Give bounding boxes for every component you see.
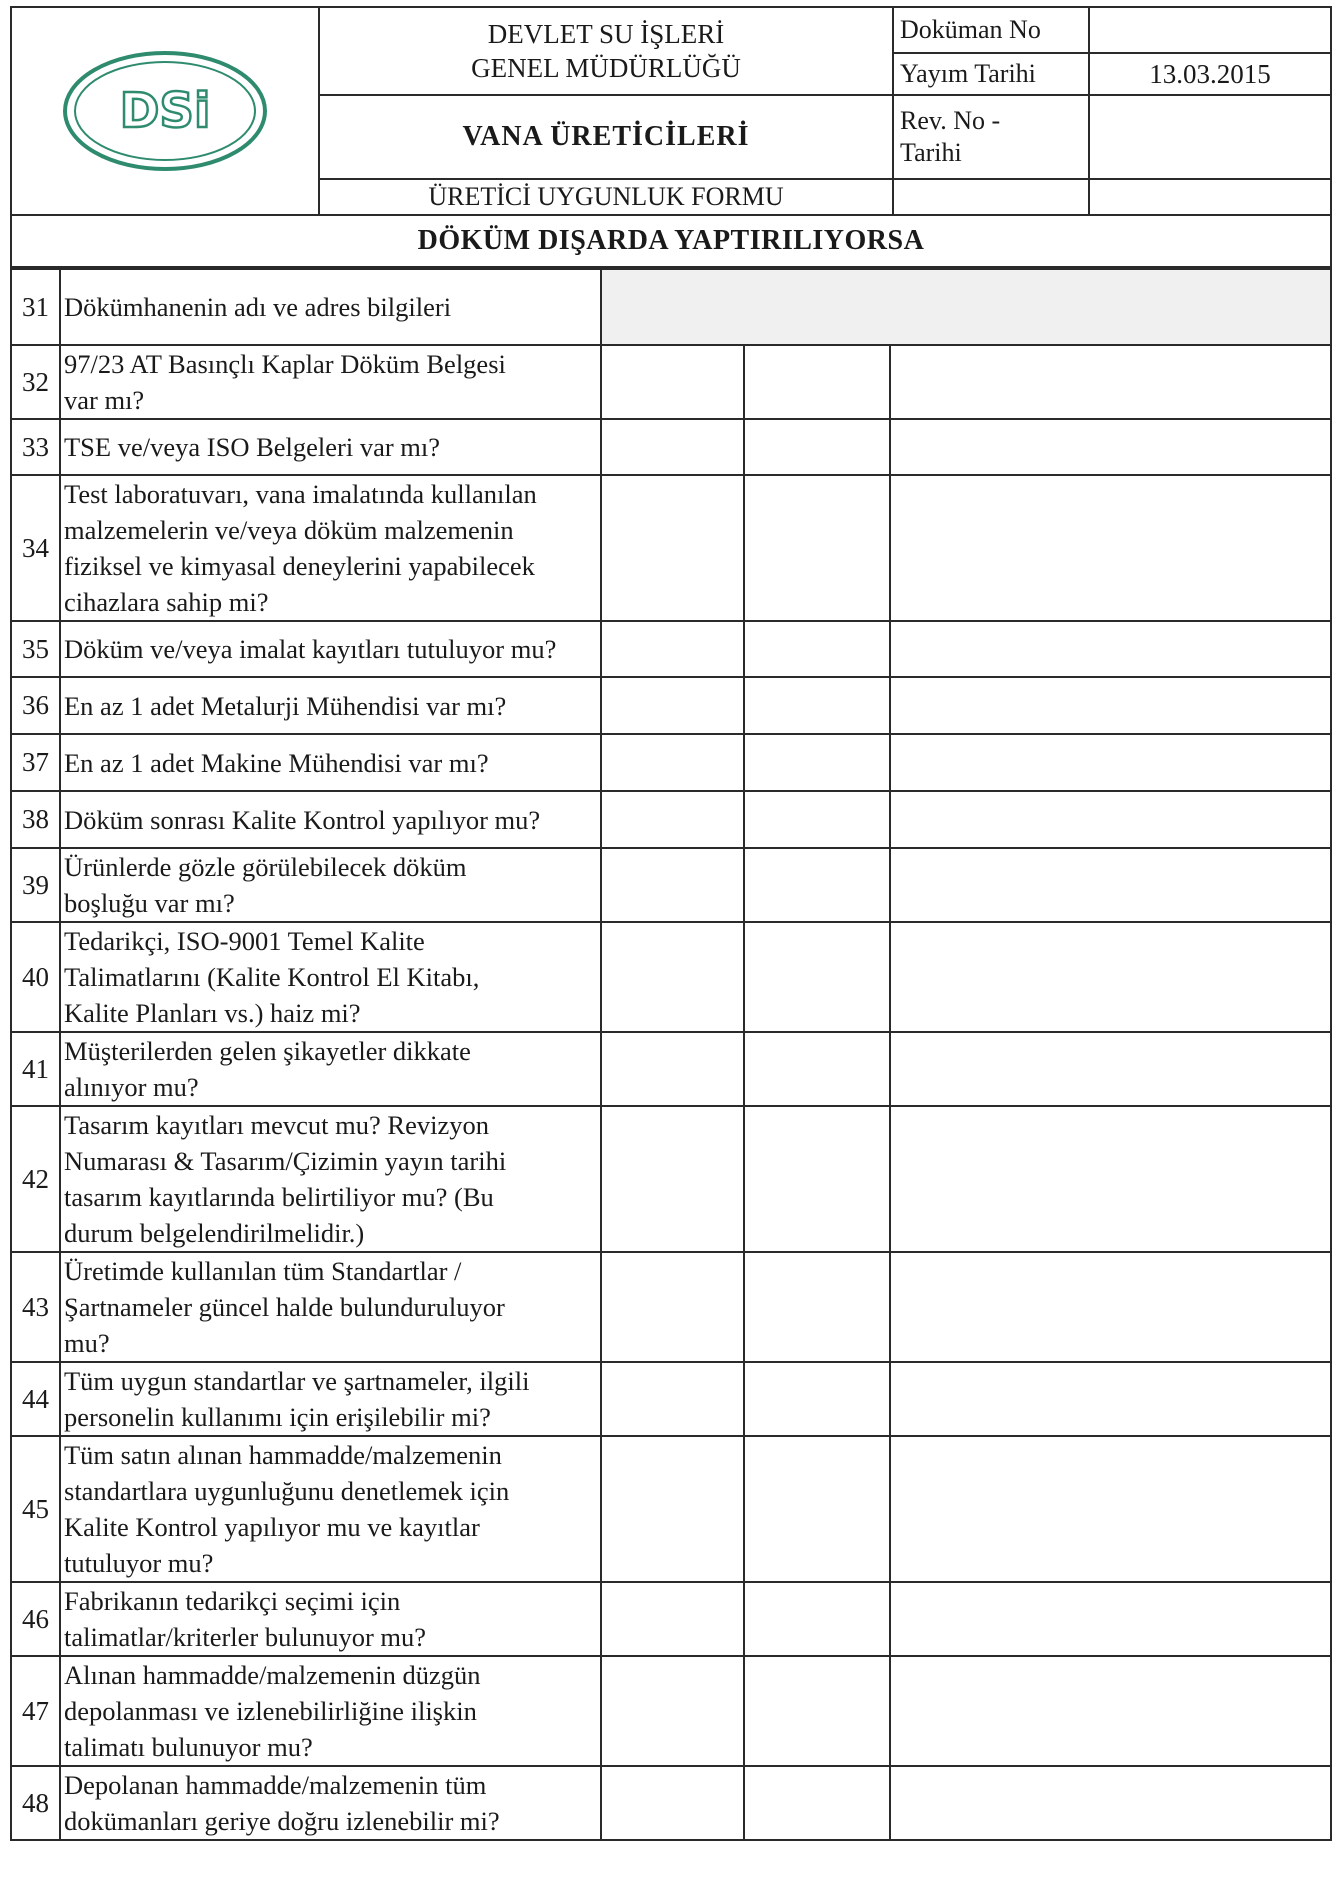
- row-number: 38: [11, 791, 60, 848]
- row-number: 34: [11, 475, 60, 621]
- question-text: Tedarikçi, ISO-9001 Temel Kalite Talimatlarını (Kalite Kontrol El Kitabı, Kalite Planları vs.) haiz mi?: [60, 922, 601, 1032]
- remarks-cell[interactable]: [890, 419, 1331, 475]
- question-text: Üretimde kullanılan tüm Standartlar / Şartnameler güncel halde bulunduruluyor mu?: [60, 1252, 601, 1362]
- answer-yes-cell[interactable]: [601, 1766, 744, 1840]
- remarks-cell[interactable]: [890, 345, 1331, 419]
- remarks-cell[interactable]: [890, 1362, 1331, 1436]
- question-text: Tüm uygun standartlar ve şartnameler, ilgili personelin kullanımı için erişilebilir mi?: [60, 1362, 601, 1436]
- checklist-row: [11, 922, 1331, 1032]
- checklist-row: [11, 791, 1331, 848]
- checklist-row: [11, 1032, 1331, 1106]
- publish-date-label: Yayım Tarihi: [894, 54, 1090, 96]
- org-line-2: GENEL MÜDÜRLÜĞÜ: [471, 53, 741, 83]
- row-number: 46: [11, 1582, 60, 1656]
- answer-yes-cell[interactable]: [601, 1656, 744, 1766]
- answer-no-cell[interactable]: [744, 345, 890, 419]
- rev-no-label: [894, 96, 1090, 180]
- checklist-row: [11, 734, 1331, 791]
- question-text: Test laboratuvarı, vana imalatında kullanılan malzemelerin ve/veya döküm malzemenin fiziksel ve kimyasal deneylerini yapabilecek cihazlara sahip mi?: [60, 475, 601, 621]
- remarks-cell[interactable]: [890, 1766, 1331, 1840]
- answer-no-cell[interactable]: [744, 621, 890, 677]
- doc-no-label: Doküman No: [894, 8, 1090, 54]
- section-title: DÖKÜM DIŞARDA YAPTIRILIYORSA: [10, 216, 1332, 268]
- answer-no-cell[interactable]: [744, 475, 890, 621]
- row-number: 35: [11, 621, 60, 677]
- question-text: Dökümhanenin adı ve adres bilgileri: [60, 269, 601, 345]
- answer-no-cell[interactable]: [744, 791, 890, 848]
- form-page: [10, 6, 1332, 1841]
- answer-field-foundry-info[interactable]: [601, 269, 1331, 345]
- row-number: 39: [11, 848, 60, 922]
- doc-no-value: [1090, 8, 1330, 54]
- answer-yes-cell[interactable]: [601, 1362, 744, 1436]
- answer-yes-cell[interactable]: [601, 345, 744, 419]
- remarks-cell[interactable]: [890, 1106, 1331, 1252]
- answer-yes-cell[interactable]: [601, 791, 744, 848]
- remarks-cell[interactable]: [890, 621, 1331, 677]
- row-number: 47: [11, 1656, 60, 1766]
- answer-yes-cell[interactable]: [601, 1252, 744, 1362]
- remarks-cell[interactable]: [890, 1656, 1331, 1766]
- remarks-cell[interactable]: [890, 1032, 1331, 1106]
- question-text: En az 1 adet Metalurji Mühendisi var mı?: [60, 677, 601, 734]
- checklist-row: [11, 1656, 1331, 1766]
- remarks-cell[interactable]: [890, 677, 1331, 734]
- question-text: TSE ve/veya ISO Belgeleri var mı?: [60, 419, 601, 475]
- answer-yes-cell[interactable]: [601, 1032, 744, 1106]
- answer-yes-cell[interactable]: [601, 1436, 744, 1582]
- answer-no-cell[interactable]: [744, 1106, 890, 1252]
- checklist-row: [11, 269, 1331, 345]
- answer-no-cell[interactable]: [744, 1766, 890, 1840]
- answer-yes-cell[interactable]: [601, 1582, 744, 1656]
- row-number: 45: [11, 1436, 60, 1582]
- rev-no-value: [1090, 96, 1330, 180]
- question-text: Fabrikanın tedarikçi seçimi için talimatlar/kriterler bulunuyor mu?: [60, 1582, 601, 1656]
- answer-yes-cell[interactable]: [601, 922, 744, 1032]
- dsi-logo: [12, 8, 320, 214]
- checklist-row: [11, 621, 1331, 677]
- extra-value: [1090, 180, 1330, 214]
- answer-yes-cell[interactable]: [601, 734, 744, 791]
- checklist-row: [11, 1106, 1331, 1252]
- answer-no-cell[interactable]: [744, 677, 890, 734]
- row-number: 48: [11, 1766, 60, 1840]
- checklist-row: [11, 475, 1331, 621]
- dsi-logo-icon: [59, 47, 271, 175]
- answer-yes-cell[interactable]: [601, 1106, 744, 1252]
- form-title: ÜRETİCİ UYGUNLUK FORMU: [320, 180, 894, 214]
- main-title: VANA ÜRETİCİLERİ: [320, 96, 894, 180]
- question-text: En az 1 adet Makine Mühendisi var mı?: [60, 734, 601, 791]
- publish-date-value: 13.03.2015: [1090, 54, 1330, 96]
- remarks-cell[interactable]: [890, 848, 1331, 922]
- answer-yes-cell[interactable]: [601, 419, 744, 475]
- answer-no-cell[interactable]: [744, 734, 890, 791]
- row-number: 33: [11, 419, 60, 475]
- checklist-row: [11, 419, 1331, 475]
- checklist-row: [11, 1252, 1331, 1362]
- checklist-body: [11, 269, 1331, 1840]
- answer-no-cell[interactable]: [744, 1436, 890, 1582]
- question-text: 97/23 AT Basınçlı Kaplar Döküm Belgesi var mı?: [60, 345, 601, 419]
- row-number: 31: [11, 269, 60, 345]
- question-text: Ürünlerde gözle görülebilecek döküm boşluğu var mı?: [60, 848, 601, 922]
- remarks-cell[interactable]: [890, 734, 1331, 791]
- answer-no-cell[interactable]: [744, 848, 890, 922]
- remarks-cell[interactable]: [890, 791, 1331, 848]
- checklist-row: [11, 1362, 1331, 1436]
- remarks-cell[interactable]: [890, 475, 1331, 621]
- row-number: 42: [11, 1106, 60, 1252]
- row-number: 44: [11, 1362, 60, 1436]
- checklist-table: [10, 268, 1332, 1841]
- row-number: 40: [11, 922, 60, 1032]
- document-header: [10, 6, 1332, 216]
- answer-no-cell[interactable]: [744, 419, 890, 475]
- checklist-row: [11, 848, 1331, 922]
- rev-no-label-text: Rev. No - Tarihi: [900, 106, 1001, 167]
- row-number: 32: [11, 345, 60, 419]
- row-number: 36: [11, 677, 60, 734]
- organization-title: [320, 8, 894, 96]
- question-text: Depolanan hammadde/malzemenin tüm dokümanları geriye doğru izlenebilir mi?: [60, 1766, 601, 1840]
- answer-yes-cell[interactable]: [601, 621, 744, 677]
- remarks-cell[interactable]: [890, 1436, 1331, 1582]
- row-number: 43: [11, 1252, 60, 1362]
- question-text: Tüm satın alınan hammadde/malzemenin standartlara uygunluğunu denetlemek için Kalite Kontrol yapılıyor mu ve kayıtlar tutuluyor mu?: [60, 1436, 601, 1582]
- answer-yes-cell[interactable]: [601, 848, 744, 922]
- question-text: Alınan hammadde/malzemenin düzgün depolanması ve izlenebilirliğine ilişkin talimatı bulunuyor mu?: [60, 1656, 601, 1766]
- question-text: Döküm ve/veya imalat kayıtları tutuluyor mu?: [60, 621, 601, 677]
- answer-no-cell[interactable]: [744, 922, 890, 1032]
- answer-no-cell[interactable]: [744, 1656, 890, 1766]
- question-text: Müşterilerden gelen şikayetler dikkate alınıyor mu?: [60, 1032, 601, 1106]
- remarks-cell[interactable]: [890, 1252, 1331, 1362]
- answer-yes-cell[interactable]: [601, 475, 744, 621]
- question-text: Döküm sonrası Kalite Kontrol yapılıyor mu?: [60, 791, 601, 848]
- checklist-row: [11, 345, 1331, 419]
- row-number: 41: [11, 1032, 60, 1106]
- checklist-row: [11, 1436, 1331, 1582]
- question-text: Tasarım kayıtları mevcut mu? Revizyon Numarası & Tasarım/Çizimin yayın tarihi tasarım kayıtlarında belirtiliyor mu? (Bu durum belgelendirilmelidir.): [60, 1106, 601, 1252]
- remarks-cell[interactable]: [890, 1582, 1331, 1656]
- checklist-row: [11, 1766, 1331, 1840]
- org-line-1: DEVLET SU İŞLERİ: [487, 19, 725, 49]
- row-number: 37: [11, 734, 60, 791]
- answer-no-cell[interactable]: [744, 1582, 890, 1656]
- svg-text:DSi: DSi: [119, 83, 211, 139]
- checklist-row: [11, 677, 1331, 734]
- extra-label: [894, 180, 1090, 214]
- remarks-cell[interactable]: [890, 922, 1331, 1032]
- checklist-row: [11, 1582, 1331, 1656]
- answer-yes-cell[interactable]: [601, 677, 744, 734]
- answer-no-cell[interactable]: [744, 1362, 890, 1436]
- answer-no-cell[interactable]: [744, 1032, 890, 1106]
- answer-no-cell[interactable]: [744, 1252, 890, 1362]
